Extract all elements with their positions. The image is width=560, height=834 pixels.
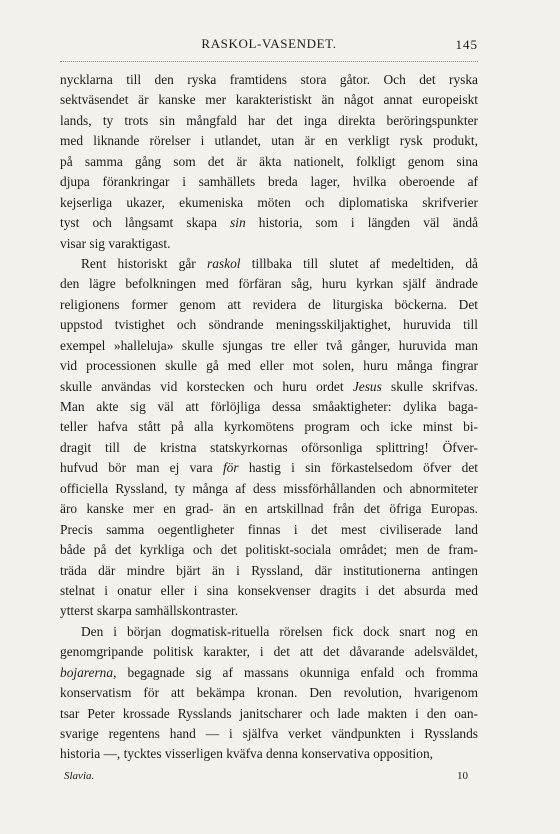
text-segment: tsar Peter krossade Rysslands janitscharer och lade makten i den oan- <box>60 705 478 721</box>
text-segment: teller hafva stått på alla kyrkomötens program och icke minst bi- <box>60 419 478 435</box>
header-rule <box>60 61 478 62</box>
text-line <box>60 234 478 254</box>
text-segment: hufvud bör man ej vara <box>60 460 223 476</box>
text-segment: dragit till de kristna statskyrkornas oförsonliga splittring! Öfver- <box>60 439 478 455</box>
text-segment: ytterst skarpa samhällskontraster. <box>60 603 239 619</box>
text-segment: nycklarna till den ryska framtidens stora gåtor. Och det ryska <box>60 72 478 87</box>
text-line <box>60 152 478 172</box>
text-segment: svarige regentens hand — i själfva verket vändpunkten i Rysslands <box>60 726 478 741</box>
text-segment: religionens former genom att revidera de liturgiska böckerna. Det <box>60 296 478 312</box>
text-line <box>60 356 478 376</box>
text-line <box>60 70 478 90</box>
text-line <box>60 520 478 540</box>
text-line <box>60 622 478 642</box>
text-segment: Rent historiskt går <box>81 255 208 271</box>
text-segment: träda där mindre bjärt än i Ryssland, där institutionerna antingen <box>60 562 478 578</box>
text-segment: uppstod tvistighet och söndrande meningsskiljaktighet, huruvida till <box>60 317 478 333</box>
text-segment: lands, ty trots sin mångfald har det inga direkta beröringspunkter <box>60 112 478 128</box>
italic-word: raskol <box>207 255 241 271</box>
text-line <box>60 663 478 683</box>
text-segment: Precis samma oegentligheter finnas i det mest civiliserade land <box>60 521 478 537</box>
text-segment: kejserliga ukazer, ekumeniska möten och diplomatiska skrifverier <box>60 194 478 210</box>
text-line <box>60 642 478 662</box>
text-line <box>60 397 478 417</box>
text-line <box>60 193 478 213</box>
text-line <box>60 683 478 703</box>
text-line <box>60 254 478 274</box>
running-head: RASKOL-VASENDET. <box>201 36 337 51</box>
text-segment: Den i början dogmatisk-rituella rörelsen fick dock snart nog en <box>81 623 478 639</box>
text-segment: tyst och långsamt skapa <box>60 215 231 231</box>
text-segment: hastig i sin förkastelsedom öfver det <box>238 460 478 476</box>
text-segment: historia, som i längden väl ändå <box>245 215 479 231</box>
text-segment: , begagnade sig af massans okunniga enfald och fromma <box>113 664 478 680</box>
text-segment: tillbaka till slutet af medeltiden, då <box>240 255 478 271</box>
page-header <box>60 36 478 58</box>
text-line <box>60 479 478 499</box>
text-segment: officiella Ryssland, ty många af dess missförhållanden och abnormiteter <box>60 480 478 496</box>
text-segment: på samma gång som det är äkta nationelt, folkligt genom sina <box>60 153 478 169</box>
text-line <box>60 499 478 519</box>
text-line <box>60 131 478 151</box>
text-line <box>60 377 478 397</box>
text-segment: den lägre befolkningen med förfäran såg, huru kyrkan själf ändrade <box>60 276 478 292</box>
italic-word: Jesus <box>352 378 382 394</box>
text-segment: skulle skrifvas. <box>381 378 478 394</box>
text-segment: visar sig varaktigast. <box>60 235 171 251</box>
text-line <box>60 315 478 335</box>
signature-mark: Slavia. <box>64 770 95 782</box>
text-segment: stelnat i onatur eller i sina konsekvenser dragits i det absurda med <box>60 582 478 598</box>
text-segment: genomgripande politisk karakter, i det att det dåvarande adelsväldet, <box>60 644 478 660</box>
text-line <box>60 561 478 581</box>
text-line <box>60 274 478 294</box>
text-line <box>60 581 478 601</box>
text-segment: med liknande rörelser i utlandet, utan är en verkligt rysk produkt, <box>60 133 478 149</box>
text-line <box>60 724 478 744</box>
text-segment: både på det kyrkliga och det politiskt-sociala området; men de fram- <box>60 542 478 558</box>
text-line <box>60 295 478 315</box>
italic-word: bojarerna <box>60 664 114 680</box>
page-number: 145 <box>455 37 478 52</box>
text-line <box>60 90 478 110</box>
sheet-number: 10 <box>457 770 468 782</box>
text-line <box>60 213 478 233</box>
text-line <box>60 704 478 724</box>
text-line <box>60 417 478 437</box>
text-segment: konservatism för att bekämpa kronan. Den revolution, hvarigenom <box>60 685 478 701</box>
text-segment: historia —, tycktes visserligen kväfva denna konservativa opposition, <box>60 746 433 762</box>
text-line <box>60 540 478 560</box>
body-text <box>60 70 478 765</box>
text-segment: skulle användas vid korstecken och huru ordet <box>60 378 353 394</box>
text-line <box>60 438 478 458</box>
text-line <box>60 111 478 131</box>
text-segment: vid processionen skulle gå med eller mot solen, huru många fingrar <box>60 358 478 374</box>
text-segment: djupa förankringar i samhällets breda lager, hvilka oberoende af <box>60 174 478 190</box>
text-segment: Man akte sig väl att förlöjliga dessa småaktigheter: dylika baga- <box>60 399 478 414</box>
text-line <box>60 601 478 621</box>
text-segment: sektväsendet är kanske mer karakteristiskt än något annat europeiskt <box>60 92 478 108</box>
text-line <box>60 336 478 356</box>
page-footer <box>64 770 474 788</box>
italic-word: för <box>222 460 239 476</box>
text-segment: äro kanske mer en grad- än en artskillnad från det öfriga Europas. <box>60 501 478 517</box>
text-line <box>60 458 478 478</box>
text-segment: exempel »halleluja» skulle sjungas tre eller två gånger, huruvida man <box>60 337 478 353</box>
italic-word: sin <box>230 215 246 231</box>
text-line <box>60 744 478 764</box>
text-line <box>60 172 478 192</box>
